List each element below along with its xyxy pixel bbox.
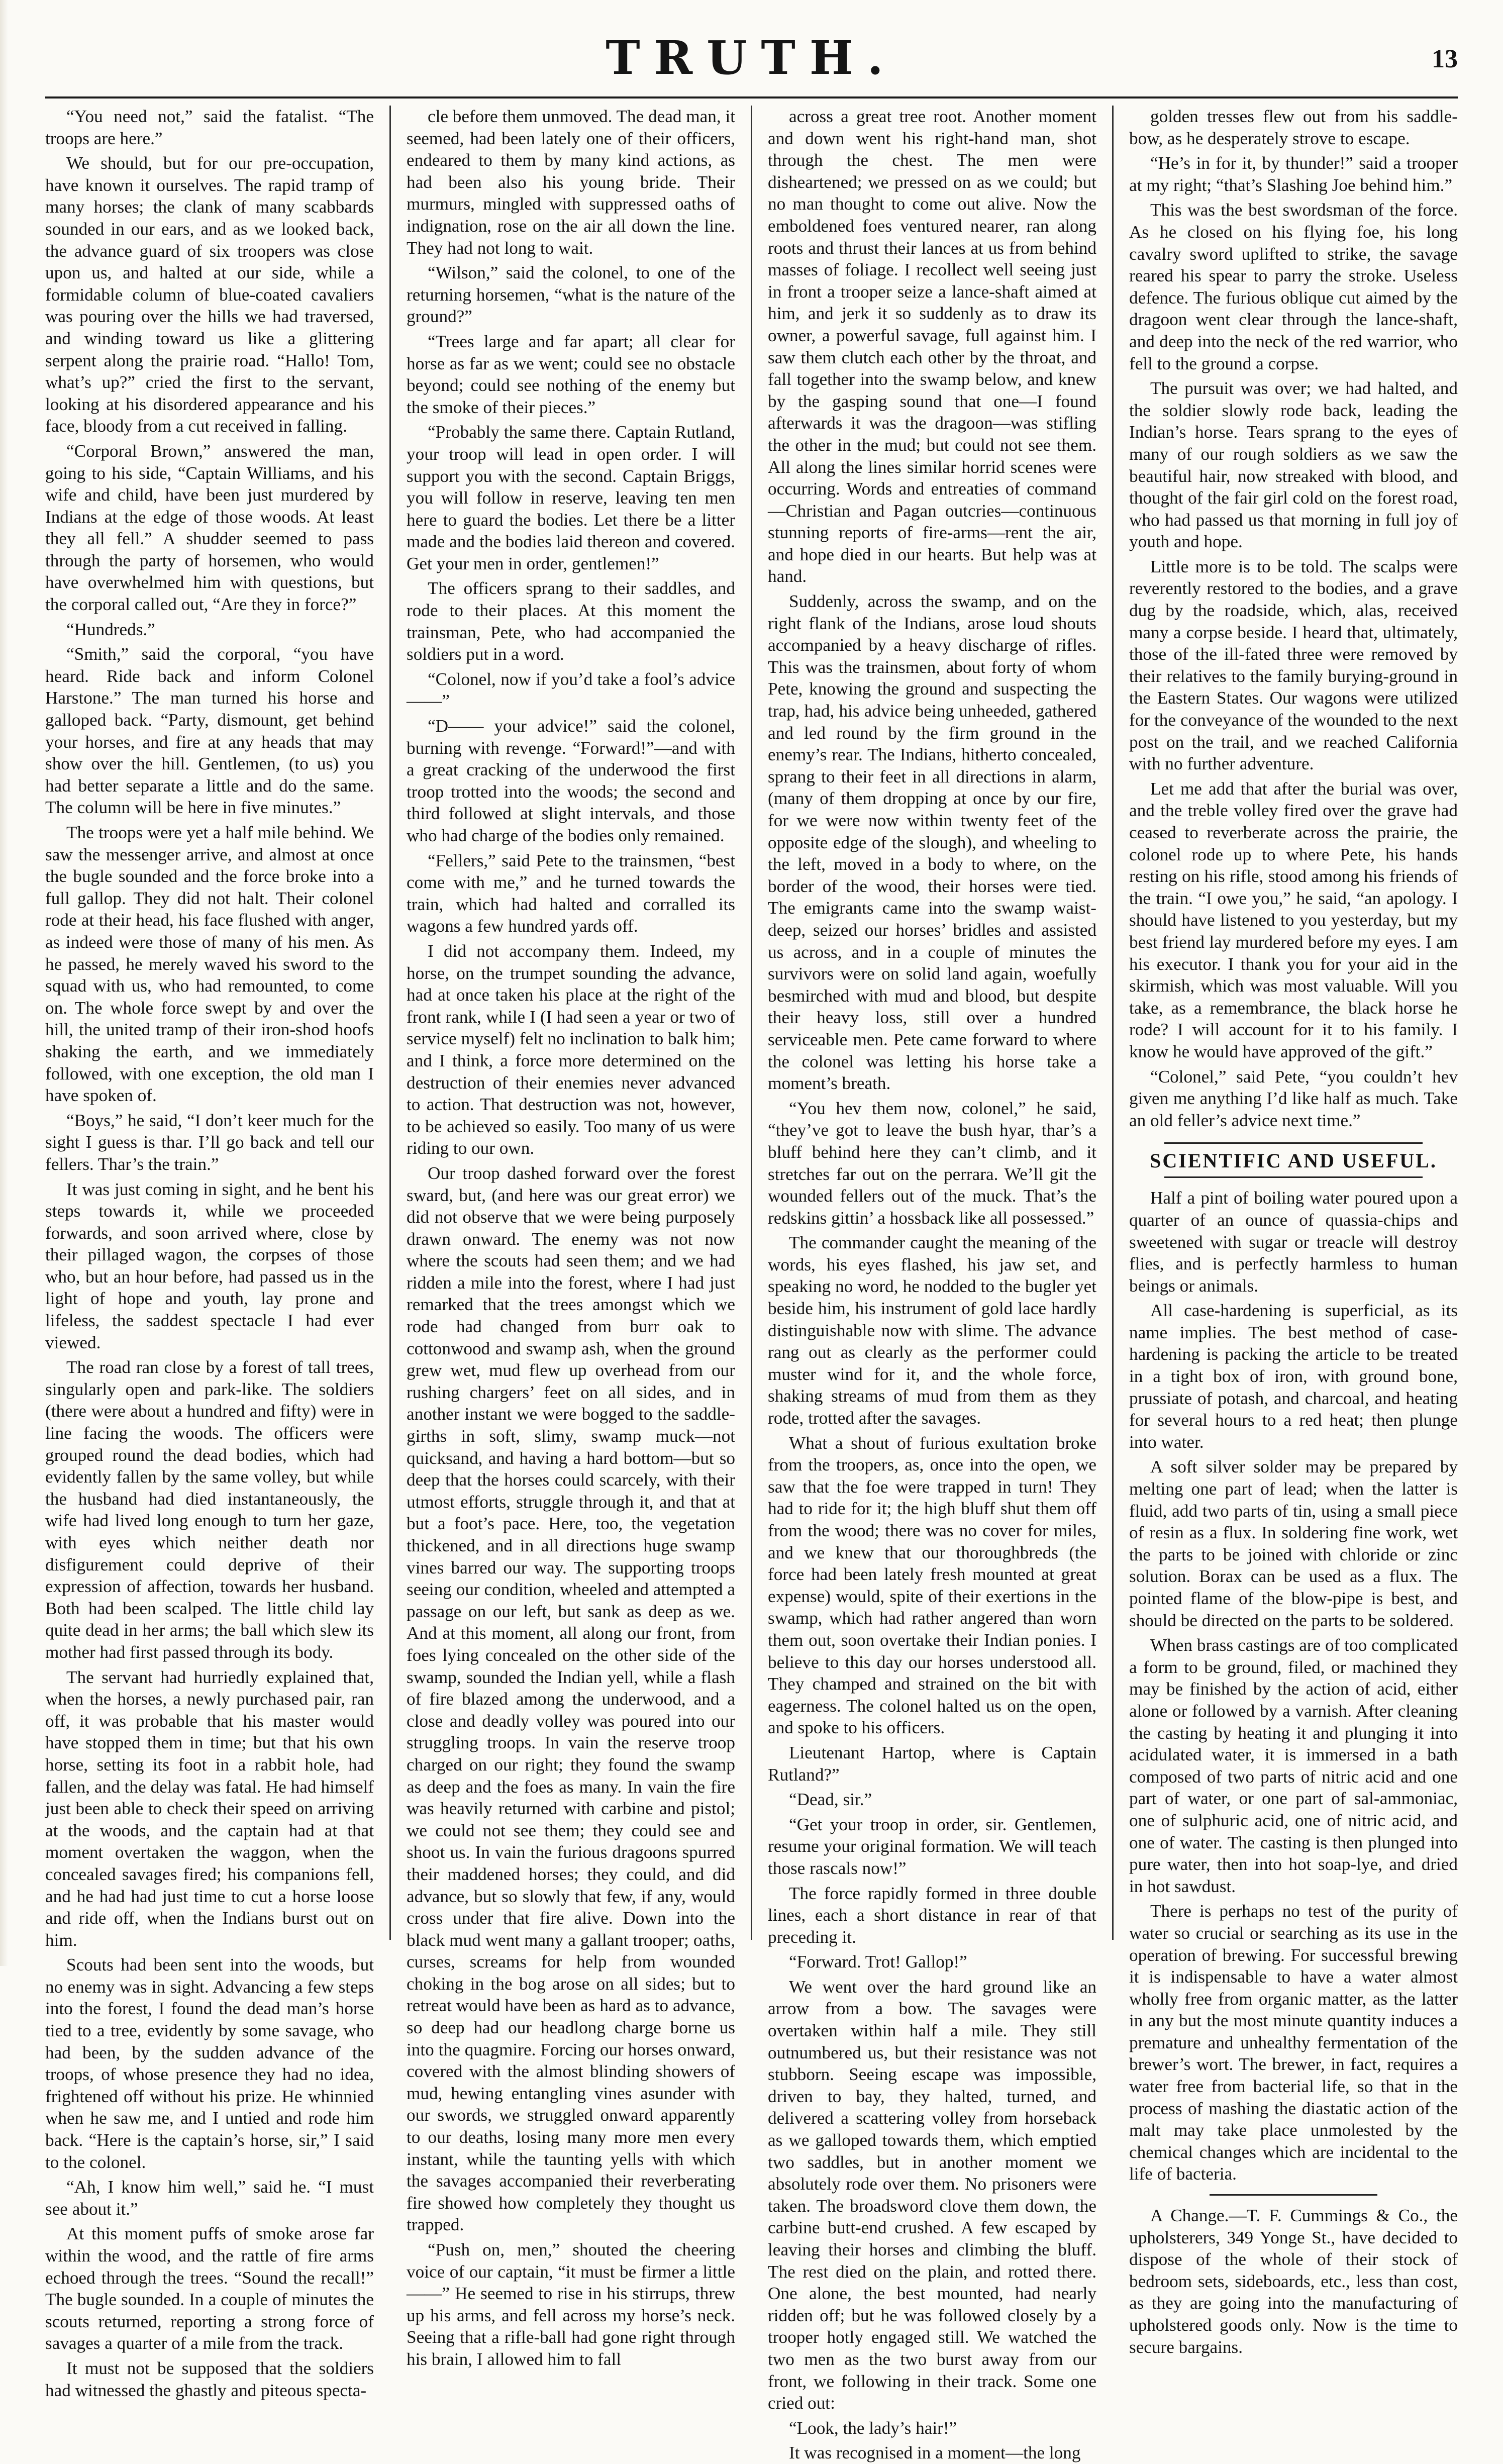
paragraph: cle before them unmoved. The dead man, it seemed, had been lately one of their officers, endeared to them by many kind actions, as had been also his young bride. Their murmurs, mingled with suppressed oaths of indignation, rose on the air all down the line. They had not long to wait. — [407, 107, 735, 258]
paragraph: A Change.—T. F. Cummings & Co., the upholsterers, 349 Yonge St., have decided to dispose of the whole of their stock of bedroom sets, sideboards, etc., less than cost, as they are going into the manufacturing of upholstered goods only. Now is the time to secure bargains. — [1129, 2206, 1458, 2357]
paragraph: I did not accompany them. Indeed, my horse, on the trumpet sounding the advance, had at once taken his place at the right of the front rank, while I (I had seen a year or two of service myself) felt no inclination to balk him; and I think, a force more determined on the destruction of their enemies never advanced to action. That destruction was not, however, to be achieved so easily. Too many of us were riding to our own. — [407, 941, 735, 1158]
paragraph: Our troop dashed forward over the forest sward, but, (and here was our great error) we did not observe that we were being purposely drawn onward. The enemy was not now where the scouts had seen them; and we had ridden a mile into the forest, where I had just remarked that the trees amongst which we rode had changed from burr oak to cottonwood and swamp ash, when the ground grew wet, mud flew up overhead from our rushing chargers’ feet on all sides, and in another instant we were bogged to the saddle-girths in soft, slimy, swamp muck—not quicksand, and having a hard bottom—but so deep that the horses could scarcely, with their utmost efforts, struggle through it, and that at but a foot’s pace. Here, too, the vegetation thickened, and in all directions huge swamp vines barred our way. The supporting troops seeing our condition, wheeled and attempted a passage on our left, but sank as deep as we. And at this moment, all along our front, from foes lying concealed on the other side of the swamp, sounded the Indian yell, while a flash of fire blazed among the underwood, and a close and deadly volley was poured into our struggling troops. In vain the reserve troop charged on our right; they found the swamp as deep and the foes as many. In vain the fire was heavily returned with carbine and pistol; we could not see them; they could see and shoot us. In vain the furious dragoons spurred their maddened horses; they could, and did advance, but so slowly that few, if any, would cross under that fire alive. Down into the black mud went many a gallant trooper; oaths, curses, screams for help from wounded choking in the bog arose on all sides; but to retreat would have been as hard as to advance, so deep had our headlong charge borne us into the quagmire. Forcing our horses onward, covered with the almost blinding showers of mud, hewing entangling vines asunder with our swords, we struggled onward apparently to our deaths, losing many more men every instant, while the taunting yells with which the savages accompanied their reverberating fire showed how completely they thought us trapped. — [407, 1163, 735, 2235]
paragraph: “You need not,” said the fatalist. “The troops are here.” — [45, 107, 374, 148]
paragraph: The force rapidly formed in three double lines, each a short distance in rear of that preceding it. — [768, 1883, 1096, 1947]
paragraph: A soft silver solder may be prepared by melting one part of lead; when the latter is fluid, add two parts of tin, using a small piece of resin as a flux. In soldering fine work, wet the parts to be joined with chloride or zinc solution. Borax can be used as a flux. The pointed flame of the blow-pipe is best, and should be directed on the parts to be soldered. — [1129, 1457, 1458, 1630]
paragraph: “Probably the same there. Captain Rutland, your troop will lead in open order. I will support you with the second. Captain Briggs, you will follow in reserve, leaving ten men here to guard the bodies. Let there be a litter made and the bodies laid thereon and covered. Get your men in order, gentlemen!” — [407, 422, 735, 573]
paragraph: “Get your troop in order, sir. Gentlemen, resume your original formation. We will teach those rascals now!” — [768, 1814, 1096, 1878]
paragraph: It was recognised in a moment—the long — [789, 2443, 1081, 2463]
paragraph: “Colonel,” said Pete, “you couldn’t hev given me anything I’d like half as much. Take an old feller’s advice next time.” — [1129, 1066, 1458, 1130]
paragraph: It was just coming in sight, and he bent his steps towards it, while we proceeded forwards, and soon arrived where, close by their pillaged wagon, the corpses of those who, but an hour before, had passed us in the light of hope and youth, lay prone and lifeless, the saddest spectacle I had ever viewed. — [45, 1179, 374, 1352]
paragraph: Suddenly, across the swamp, and on the right flank of the Indians, arose loud shouts accompanied by a heavy discharge of rifles. This was the trainsmen, about forty of whom Pete, knowing the ground and suspecting the trap, had, his advice being unheeded, gathered and led round by the firm ground in the enemy’s rear. The Indians, hitherto concealed, sprang to their feet in all directions in alarm, (many of them dropping at once by our fire, for we were now within twenty feet of the opposite edge of the slough), and wheeling to the left, moved in a body to where, on the border of the wood, their horses were tied. The emigrants came into the swamp waist-deep, seized our horses’ bridles and assisted us across, and in a couple of minutes the survivors were on solid land again, woefully besmirched with mud and blood, but despite their heavy loss, still over a hundred serviceable men. Pete came forward to where the colonel was letting his horse take a moment’s breath. — [768, 592, 1096, 1094]
paragraph: The pursuit was over; we had halted, and the soldier slowly rode back, leading the Indian’s horse. Tears sprang to the eyes of many of our rough soldiers as we saw the beautiful hair, now streaked with blood, and thought of the fair girl cold on the forest road, who had passed us that morning in full joy of youth and hope. — [1129, 378, 1458, 552]
paragraph: The commander caught the meaning of the words, his eyes flashed, his jaw set, and speaking no word, he nodded to the bugler yet beside him, his instrument of gold lace hardly distinguishable now with slime. The advance rang out as clearly as the performer could muster wind for it, and the whole force, shaking streams of mud from them as they rode, trotted after the savages. — [768, 1233, 1096, 1428]
paragraph: “Push on, men,” shouted the cheering voice of our captain, “it must be firmer a little——” He seemed to rise in his stirrups, threw up his arms, and fell across my horse’s neck. Seeing that a rifle-ball had gone right through his brain, I allowed him to fall — [407, 2240, 735, 2369]
newspaper-title: TRUTH. — [606, 31, 897, 85]
column-1 — [45, 106, 374, 2400]
story-continuation — [1129, 106, 1458, 1131]
page-number: 13 — [1432, 45, 1458, 73]
column-divider — [1112, 106, 1114, 1940]
column-2 — [407, 106, 735, 2369]
paragraph: “Boys,” he said, “I don’t keer much for the sight I guess is thar. I’ll go back and tell our fellers. Thar’s the train.” — [45, 1110, 374, 1174]
column-3 — [768, 106, 1096, 2463]
paragraph: “Smith,” said the corporal, “you have heard. Ride back and inform Colonel Harstone.” The man turned his horse and galloped back. “Party, dismount, get behind your horses, and fire at any heads that may show over the hill. Gentlemen, (to us) you had better separate a little and do the same. The column will be here in five minutes.” — [45, 644, 374, 818]
paragraph: The road ran close by a forest of tall trees, singularly open and park-like. The soldiers (there were about a hundred and fifty) were in line facing the woods. The officers were grouped round the dead bodies, which had evidently fallen by the same volley, but while the husband had died instantaneously, the wife had lived long enough to turn her gaze, with eyes which neither death nor disfigurement could deprive of their expression of affection, towards her husband. Both had been scalped. The little child lay quite dead in her arms; the ball which slew its mother had first passed through its body. — [45, 1357, 374, 1662]
paragraph: “Dead, sir.” — [789, 1790, 872, 1810]
advertisement-notice — [1129, 2205, 1458, 2358]
paragraph: All case-hardening is superficial, as its name implies. The best method of case-hardening is packing the article to be treated in a tight box of iron, with ground bone, prussiate of potash, and charcoal, and heating for several hours to a red heat; then plunge into water. — [1129, 1301, 1458, 1452]
paragraph: The troops were yet a half mile behind. We saw the messenger arrive, and almost at once the bugle sounded and the force broke into a full gallop. They did not halt. Their colonel rode at their head, his face flushed with anger, as indeed were those of many of his men. As he passed, he merely waved his sword to the squad with us, who had remounted, to come on. The whole force swept by and over the hill, the united tramp of their iron-shod hoofs shaking the earth, and we immediately followed, with one exception, the old man I have spoken of. — [45, 823, 374, 1106]
paragraph: “Forward. Trot! Gallop!” — [789, 1952, 967, 1972]
paragraph: We went over the hard ground like an arrow from a bow. The savages were overtaken within half a mile. They still outnumbered us, but their resistance was not stubborn. Seeing escape was impossible, driven to bay, they halted, turned, and delivered a scattering volley from horseback as we galloped towards them, which emptied two saddles, but in another moment we absolutely rode over them. No prisoners were taken. The broadsword clove them down, the carbine butt-end crushed. A few escaped by leaving their horses and climbing the bluff. The rest died on the plain, and rotted there. One alone, the best mounted, had nearly ridden off; but he was followed closely by a trooper hotly engaged still. We watched the two men as the two burst away from our front, we following in their track. Some one cried out: — [768, 1977, 1096, 2413]
column-divider — [751, 106, 752, 1940]
page-binding-edge — [0, 0, 8, 1966]
paragraph: Little more is to be told. The scalps were reverently restored to the bodies, and a grave dug by the roadside, which, alas, received many a corpse beside. I heard that, ultimately, those of the ill-fated three were removed by their relatives to the family burying-ground in the Eastern States. Our wagons were utilized for the conveyance of the wounded to the next post on the trail, and we reached California with no further adventure. — [1129, 556, 1458, 774]
paragraph: “D—— your advice!” said the colonel, burning with revenge. “Forward!”—and with a great cracking of the underwood the first troop trotted into the woods; the second and third followed at slight intervals, and those who had charge of the bodies only remained. — [407, 716, 735, 845]
paragraph: There is perhaps no test of the purity of water so crucial or searching as its use in the operation of brewing. For successful brewing it is indispensable to have a water almost wholly free from organic matter, as the latter in any but the most minute quantity induces a premature and unhealthy fermentation of the brewer’s wort. The brewer, in fact, requires a water free from bacterial life, so that in the process of mashing the diastatic action of the malt may take place unmolested by the chemical changes which are incidental to the life of bacteria. — [1129, 1901, 1458, 2184]
paragraph: “Colonel, now if you’d take a fool’s advice——” — [407, 669, 735, 711]
paragraph: Lieutenant Hartop, where is Captain Rutland?” — [768, 1742, 1096, 1785]
masthead-rule — [45, 96, 1458, 98]
paragraph: “Fellers,” said Pete to the trainsmen, “best come with me,” and he turned towards the train, which had halted and corralled its wagons a few hundred yards off. — [407, 850, 735, 936]
masthead — [45, 20, 1458, 95]
section-title: SCIENTIFIC AND USEFUL. — [1150, 1149, 1437, 1172]
section-rule — [1164, 1142, 1423, 1144]
paragraph: golden tresses flew out from his saddle-bow, as he desperately strove to escape. — [1129, 107, 1458, 148]
paragraph: The officers sprang to their saddles, and rode to their places. At this moment the trainsman, Pete, who had accompanied the soldiers put in a word. — [407, 578, 735, 664]
item-divider — [1210, 2194, 1377, 2196]
paragraph: The servant had hurriedly explained that, when the horses, a newly purchased pair, ran off, it was probable that his master would have stopped them in time; but that his own horse, setting its foot in a rabbit hole, had fallen, and the delay was fatal. He had himself just been able to check their speed on arriving at the woods, and the captain had at that moment overtaken the waggon, when the concealed savages fired; his companions fell, and he had had just time to cut a horse loose and ride off, when the Indians burst out on him. — [45, 1667, 374, 1950]
column-4 — [1129, 106, 1458, 2357]
paragraph: When brass castings are of too complicated a form to be ground, filed, or machined they may be finished by the action of acid, either alone or followed by a varnish. After cleaning the casting by heating it and plunging it into acidulated water, it is immersed in a bath composed of two parts of nitric acid and one part of water, or one part of sal-ammoniac, one of sulphuric acid, one of nitric acid, and one of water. The casting is then plunged into pure water, then into hot soap-lye, and dried in hot sawdust. — [1129, 1635, 1458, 1896]
paragraph: “Trees large and far apart; all clear for horse as far as we went; could see no obstacle beyond; could see nothing of the enemy but the smoke of their pieces.” — [407, 331, 735, 417]
paragraph: “Corporal Brown,” answered the man, going to his side, “Captain Williams, and his wife and child, have been just murdered by Indians at the edge of those woods. At least they all fell.” A shudder seemed to pass through the party of horsemen, who would have overwhelmed him with questions, but the corporal called out, “Are they in force?” — [45, 441, 374, 615]
paragraph: “Ah, I know him well,” said he. “I must see about it.” — [45, 2177, 374, 2219]
scientific-items — [1129, 1187, 1458, 2185]
paragraph: Half a pint of boiling water poured upon a quarter of an ounce of quassia-chips and sweetened with sugar or treacle will destroy flies, and is perfectly harmless to human beings or animals. — [1129, 1188, 1458, 1296]
paragraph: We should, but for our pre-occupation, have known it ourselves. The rapid tramp of many horses; the clank of many scabbards sounded in our ears, and as we looked back, the advance guard of six troopers was close upon us, and halted at our side, while a formidable column of blue-coated cavaliers was pouring over the hills we had traversed, and winding toward us like a glittering serpent along the prairie road. “Hallo! Tom, what’s up?” cried the first to the servant, looking at his disordered appearance and his face, bloody from a cut received in falling. — [45, 153, 374, 436]
paragraph: “Look, the lady’s hair!” — [789, 2418, 957, 2438]
paragraph: At this moment puffs of smoke arose far within the wood, and the rattle of fire arms echoed through the trees. “Sound the recall!” The bugle sounded. In a couple of minutes the scouts returned, reporting a strong force of savages a quarter of a mile from the track. — [45, 2224, 374, 2353]
paragraph: Scouts had been sent into the woods, but no enemy was in sight. Advancing a few steps into the forest, I found the dead man’s horse tied to a tree, evidently by some savage, who had been, by the sudden advance of the troops, of whose presence they had no idea, frightened off without his prize. He whinnied when he saw me, and I untied and rode him back. “Here is the captain’s horse, sir,” I said to the colonel. — [45, 1955, 374, 2172]
section-header — [1129, 1142, 1458, 1178]
paragraph: “Hundreds.” — [66, 619, 155, 639]
paragraph: “He’s in for it, by thunder!” said a trooper at my right; “that’s Slashing Joe behind him.” — [1129, 153, 1458, 195]
paragraph: “You hev them now, colonel,” he said, “they’ve got to leave the bush hyar, thar’s a bluff behind here they can’t climb, and it stretches far out on the perrara. We’ll git the wounded fellers out of the muck. That’s the redskins gittin’ a hossback like all possessed.” — [768, 1098, 1096, 1228]
paragraph: Let me add that after the burial was over, and the treble volley fired over the grave had ceased to reverberate across the prairie, the colonel rode up to where Pete, his hands resting on his rifle, stood among his friends of the train. “I owe you,” he said, “an apology. I should have listened to you yesterday, but my best friend lay murdered before my eyes. I am his executor. I thank you for your aid in the skirmish, which was most valuable. Will you take, as a remembrance, the black horse he rode? I will account for it to his family. I know he would have approved of the gift.” — [1129, 778, 1458, 1061]
section-rule — [1164, 1176, 1423, 1178]
paragraph: across a great tree root. Another moment and down went his right-hand man, shot through the chest. The men were disheartened; we pressed on as we could; but no man thought to come out alive. Now the emboldened foes ventured nearer, ran along roots and thrust their lances at us from behind masses of foliage. I recollect well seeing just in front a trooper seize a lance-shaft aimed at him, and jerk it so suddenly as to draw its owner, a powerful savage, full against him. I saw them clutch each other by the throat, and fall together into the swamp below, and knew by the gasping sound that one—I found afterwards it was the dragoon—was stifling the other in the mud; but could not see them. All along the lines similar horrid scenes were occurring. Words and entreaties of command—Christian and Pagan outcries—continuous stunning reports of fire-arms—rent the air, and hope died in our hearts. But help was at hand. — [768, 107, 1096, 586]
paragraph: This was the best swordsman of the force. As he closed on his flying foe, his long cavalry sword uplifted to strike, the savage reared his spear to parry the stroke. Useless defence. The furious oblique cut aimed by the dragoon went clear through the lance-shaft, and deep into the neck of the red warrior, who fell to the ground a corpse. — [1129, 200, 1458, 373]
page-body — [45, 106, 1458, 2463]
paragraph: “Wilson,” said the colonel, to one of the returning horsemen, “what is the nature of the ground?” — [407, 263, 735, 327]
paragraph: What a shout of furious exultation broke from the troopers, as, once into the open, we saw that the foe were trapped in turn! They had to ride for it; the high bluff shut them off from the wood; there was no cover for miles, and we knew that our thoroughbreds (the force had been lately fresh mounted at great expense) would, spite of their exertions in the swamp, which had rather angered than worn them out, soon overtake their Indian ponies. I believe to this day our horses understood all. They champed and strained on the bit with eagerness. The colonel halted us on the open, and spoke to his officers. — [768, 1433, 1096, 1738]
column-divider — [389, 106, 391, 1940]
paragraph: It must not be supposed that the soldiers had witnessed the ghastly and piteous specta- — [45, 2358, 374, 2400]
